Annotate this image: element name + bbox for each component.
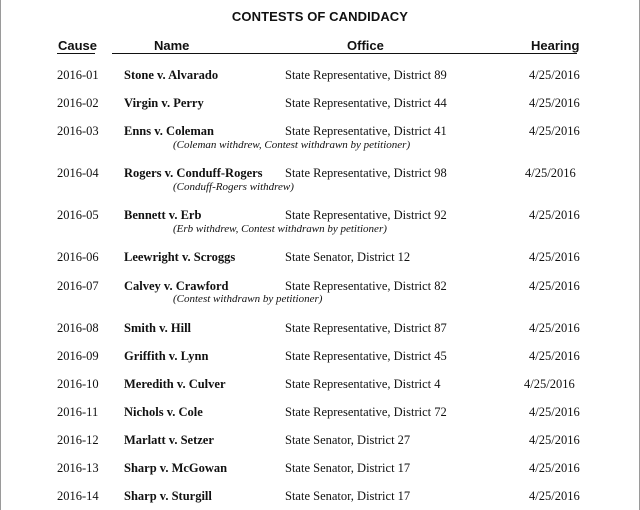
cause-number: 2016-10 <box>57 377 99 391</box>
office: State Representative, District 98 <box>285 166 447 180</box>
office: State Representative, District 41 <box>285 124 447 138</box>
case-name: Calvey v. Crawford <box>124 279 229 293</box>
cause-number: 2016-05 <box>57 208 99 222</box>
office: State Representative, District 82 <box>285 279 447 293</box>
cause-number: 2016-06 <box>57 250 99 264</box>
case-name: Leewright v. Scroggs <box>124 250 236 264</box>
case-name: Smith v. Hill <box>124 321 192 335</box>
case-name: Stone v. Alvarado <box>124 68 219 82</box>
hearing-date: 4/25/2016 <box>525 166 576 180</box>
table-row <box>0 377 640 393</box>
cause-number: 2016-11 <box>57 405 99 419</box>
case-name: Marlatt v. Setzer <box>124 433 214 447</box>
table-row <box>0 250 640 266</box>
table-row <box>0 124 640 140</box>
column-header-cause: Cause <box>58 38 98 53</box>
office: State Representative, District 72 <box>285 405 447 419</box>
hearing-date: 4/25/2016 <box>529 349 580 363</box>
header-underline-cause <box>57 53 95 54</box>
case-name: Sharp v. McGowan <box>124 461 228 475</box>
hearing-date: 4/25/2016 <box>524 377 575 391</box>
case-name: Virgin v. Perry <box>124 96 204 110</box>
office: State Senator, District 12 <box>285 250 411 264</box>
cause-number: 2016-02 <box>57 96 99 110</box>
hearing-date: 4/25/2016 <box>529 279 580 293</box>
case-note: (Contest withdrawn by petitioner) <box>173 293 323 305</box>
case-name: Bennett v. Erb <box>124 208 202 222</box>
table-row <box>0 405 640 421</box>
office: State Representative, District 4 <box>285 377 441 391</box>
case-name: Nichols v. Cole <box>124 405 203 419</box>
cause-number: 2016-04 <box>57 166 99 180</box>
table-row <box>0 208 640 224</box>
office: State Representative, District 45 <box>285 349 447 363</box>
office: State Representative, District 87 <box>285 321 447 335</box>
table-row <box>0 433 640 449</box>
cause-number: 2016-13 <box>57 461 99 475</box>
hearing-date: 4/25/2016 <box>529 405 580 419</box>
cause-number: 2016-14 <box>57 489 99 503</box>
office: State Senator, District 17 <box>285 489 411 503</box>
table-row <box>0 489 640 505</box>
case-name: Griffith v. Lynn <box>124 349 209 363</box>
table-row <box>0 96 640 112</box>
hearing-date: 4/25/2016 <box>529 321 580 335</box>
case-name: Meredith v. Culver <box>124 377 226 391</box>
table-row <box>0 166 640 182</box>
column-header-name: Name <box>154 38 190 53</box>
cause-number: 2016-03 <box>57 124 99 138</box>
hearing-date: 4/25/2016 <box>529 96 580 110</box>
column-header-hearing: Hearing <box>531 38 580 53</box>
header-underline-main <box>112 53 577 54</box>
hearing-date: 4/25/2016 <box>529 461 580 475</box>
cause-number: 2016-07 <box>57 279 99 293</box>
case-note: (Conduff-Rogers withdrew) <box>173 181 294 193</box>
cause-number: 2016-08 <box>57 321 99 335</box>
office: State Senator, District 17 <box>285 461 411 475</box>
hearing-date: 4/25/2016 <box>529 250 580 264</box>
table-row <box>0 349 640 365</box>
cause-number: 2016-09 <box>57 349 99 363</box>
page-title: CONTESTS OF CANDIDACY <box>231 9 409 24</box>
hearing-date: 4/25/2016 <box>529 124 580 138</box>
table-row <box>0 321 640 337</box>
case-name: Enns v. Coleman <box>124 124 214 138</box>
office: State Senator, District 27 <box>285 433 411 447</box>
office: State Representative, District 44 <box>285 96 447 110</box>
case-note: (Coleman withdrew, Contest withdrawn by petitioner) <box>173 139 411 151</box>
office: State Representative, District 92 <box>285 208 447 222</box>
hearing-date: 4/25/2016 <box>529 68 580 82</box>
case-note: (Erb withdrew, Contest withdrawn by petitioner) <box>173 223 387 235</box>
hearing-date: 4/25/2016 <box>529 489 580 503</box>
case-name: Sharp v. Sturgill <box>124 489 212 503</box>
table-row <box>0 68 640 84</box>
cause-number: 2016-12 <box>57 433 99 447</box>
cause-number: 2016-01 <box>57 68 99 82</box>
hearing-date: 4/25/2016 <box>529 433 580 447</box>
table-row <box>0 461 640 477</box>
office: State Representative, District 89 <box>285 68 447 82</box>
case-name: Rogers v. Conduff-Rogers <box>124 166 263 180</box>
column-header-office: Office <box>347 38 384 53</box>
hearing-date: 4/25/2016 <box>529 208 580 222</box>
